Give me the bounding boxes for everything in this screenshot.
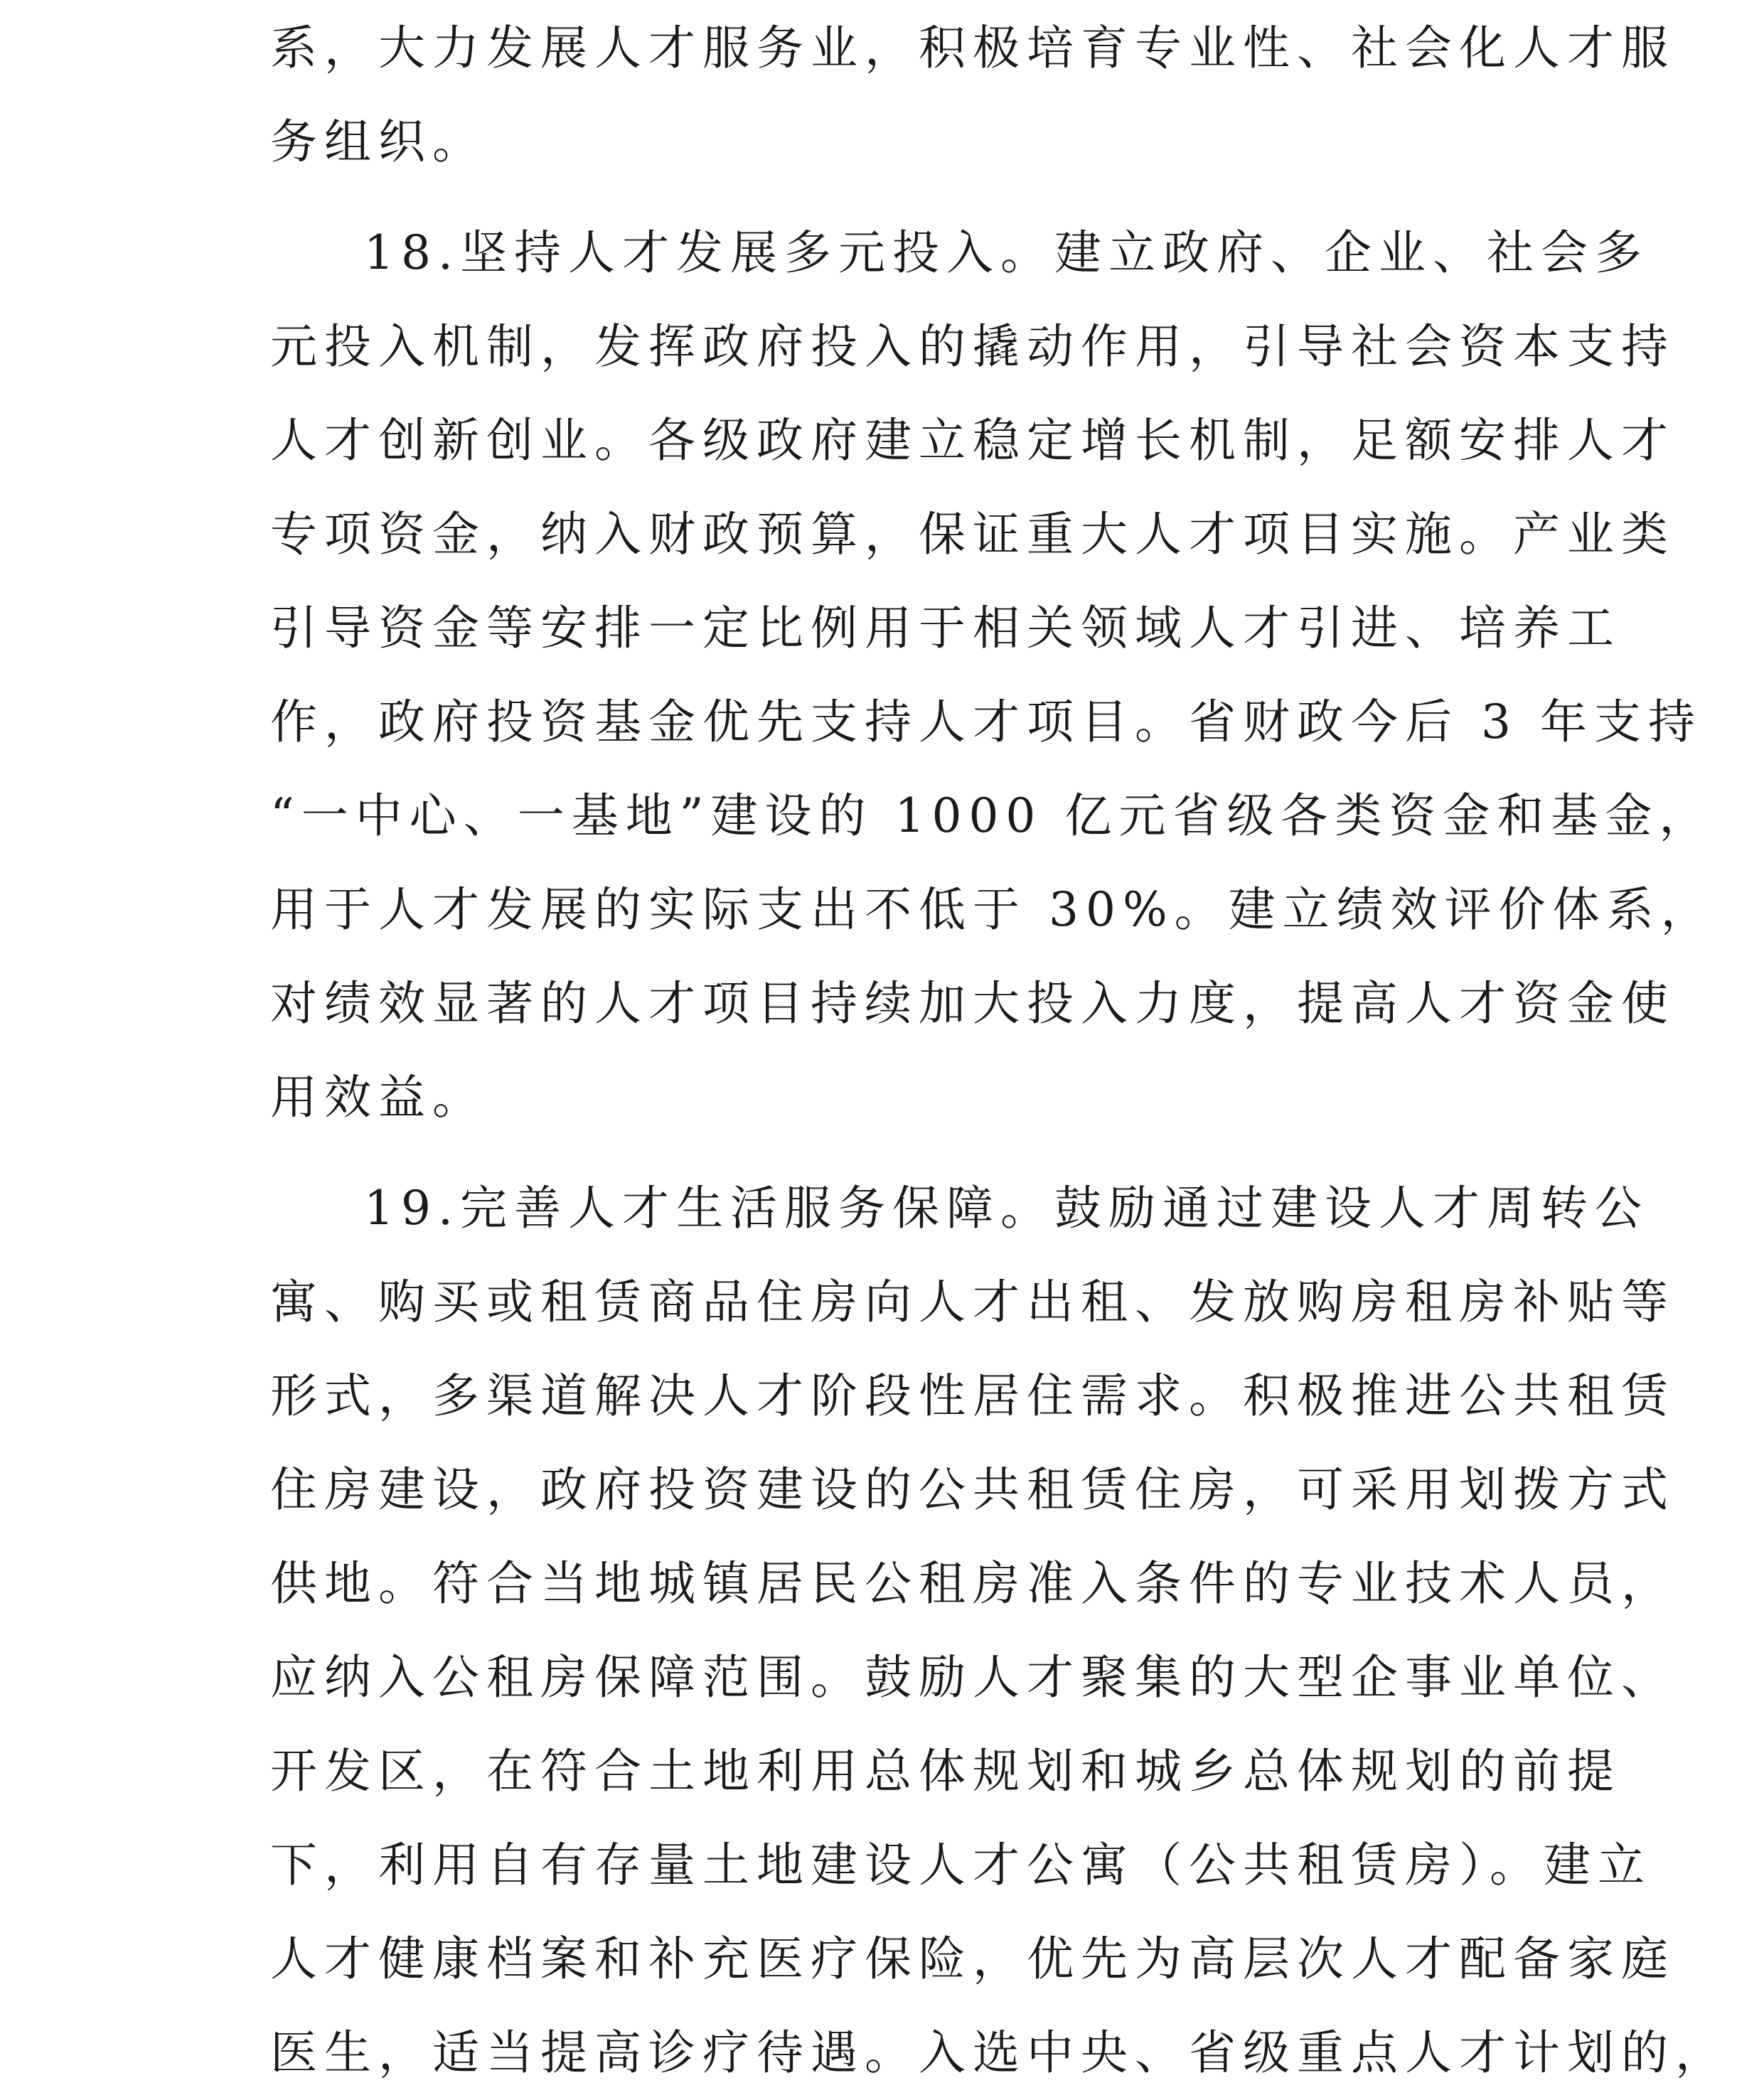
text-line: 系，大力发展人才服务业，积极培育专业性、社会化人才服	[270, 21, 1675, 75]
text-line: 下，利用自有存量土地建设人才公寓（公共租赁房）。建立	[270, 1838, 1652, 1892]
text-line: 务组织。	[270, 114, 486, 169]
text-line: 寓、购买或租赁商品住房向人才出租、发放购房租房补贴等	[270, 1275, 1675, 1329]
text-line: 引导资金等安排一定比例用于相关领域人才引进、培养工	[270, 601, 1621, 655]
text-line: 住房建设，政府投资建设的公共租赁住房，可采用划拨方式	[270, 1462, 1675, 1517]
text-line: 医生，适当提高诊疗待遇。入选中央、省级重点人才计划的，	[270, 2025, 1729, 2080]
text-line: 人才创新创业。各级政府建立稳定增长机制，足额安排人才	[270, 413, 1675, 468]
text-line: 对绩效显著的人才项目持续加大投入力度，提高人才资金使	[270, 976, 1675, 1031]
text-line: 开发区，在符合土地利用总体规划和城乡总体规划的前提	[270, 1744, 1621, 1799]
text-line: 应纳入公租房保障范围。鼓励人才聚集的大型企事业单位、	[270, 1650, 1675, 1705]
text-line: 人才健康档案和补充医疗保险，优先为高层次人才配备家庭	[270, 1932, 1675, 1986]
section-19-heading-line: 19.完善人才生活服务保障。鼓励通过建设人才周转公	[364, 1181, 1649, 1236]
text-line: 专项资金，纳入财政预算，保证重大人才项目实施。产业类	[270, 507, 1675, 562]
text-line: 元投入机制，发挥政府投入的撬动作用，引导社会资本支持	[270, 319, 1675, 374]
text-line: 用效益。	[270, 1070, 486, 1125]
text-line: 形式，多渠道解决人才阶段性居住需求。积极推进公共租赁	[270, 1368, 1675, 1423]
text-line: 作，政府投资基金优先支持人才项目。省财政今后 3 年支持	[270, 695, 1702, 749]
text-line: 供地。符合当地城镇居民公租房准入条件的专业技术人员，	[270, 1556, 1675, 1611]
text-line: 用于人才发展的实际支出不低于 30%。建立绩效评价体系，	[270, 882, 1715, 937]
text-line: “一中心、一基地”建设的 1000 亿元省级各类资金和基金，	[270, 788, 1714, 843]
section-18-heading-line: 18.坚持人才发展多元投入。建立政府、企业、社会多	[364, 225, 1649, 280]
